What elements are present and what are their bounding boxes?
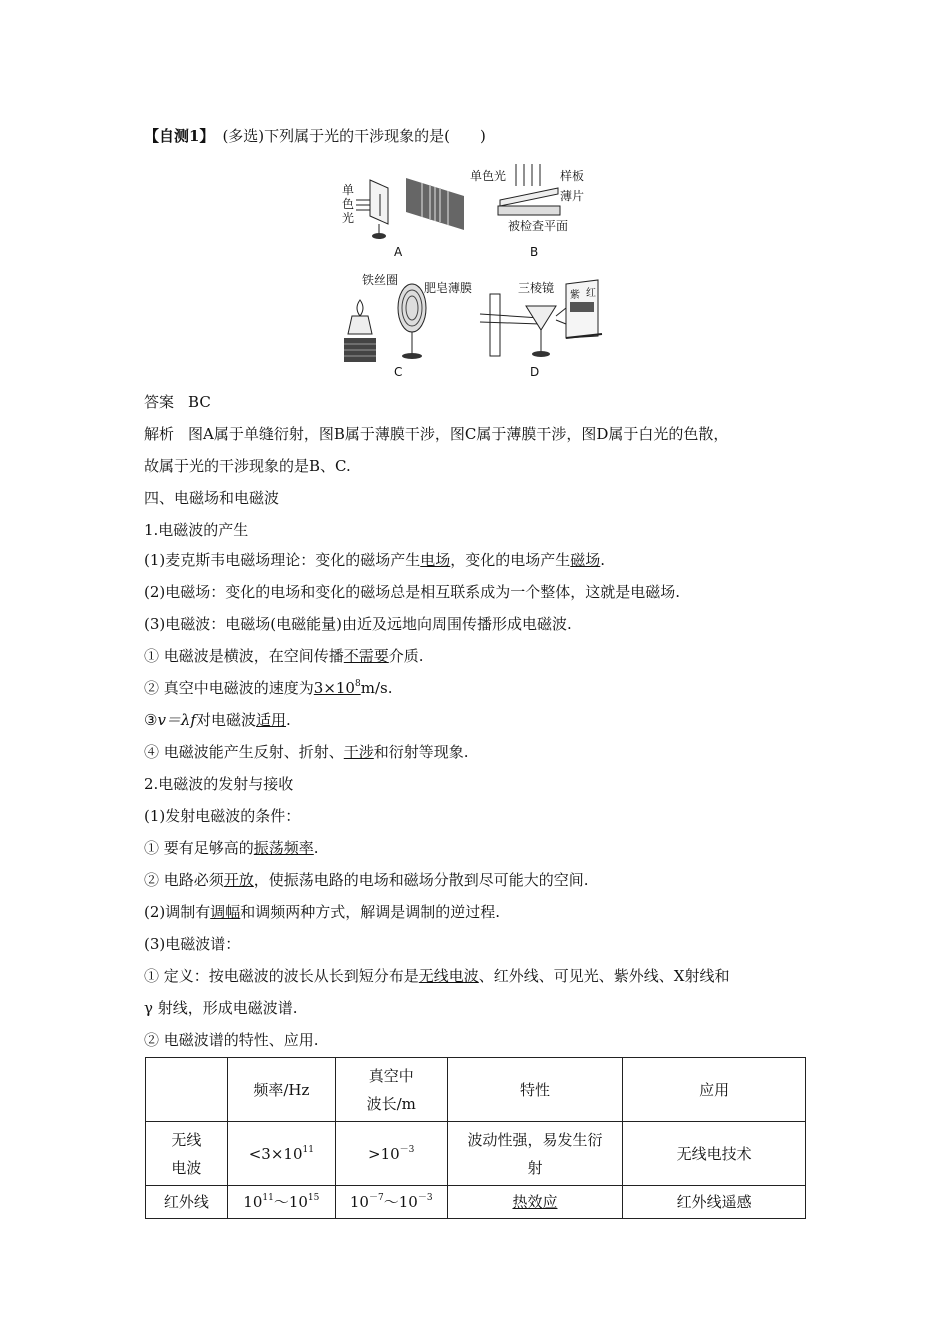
- row1-property: 波动性强，易发生衍 射: [447, 1122, 623, 1186]
- row1-application: 无线电技术: [623, 1122, 806, 1186]
- figure-c-soap-label: 肥皂薄膜: [424, 281, 473, 295]
- analysis-text-1: 图A属于单缝衍射，图B属于薄膜干涉，图C属于薄膜干涉，图D属于白光的色散，: [188, 425, 729, 443]
- figure-b-label: B: [530, 245, 539, 259]
- blank-open: 开放: [223, 871, 254, 889]
- formula-wave-speed: v＝λf: [157, 711, 196, 729]
- s2-p3: (3)电磁波谱：: [144, 935, 241, 953]
- figure-c-label: C: [394, 365, 403, 379]
- blank-heat-effect: 热效应: [512, 1193, 558, 1211]
- figure-b-plate-label: 样板: [560, 169, 585, 183]
- answer-label: 答案: [144, 393, 175, 411]
- table-header-row: [146, 1058, 806, 1122]
- header-application: 应用: [623, 1058, 806, 1122]
- row1-wavelength: $>10^{-3}$: [335, 1122, 447, 1186]
- spectrum-table: [145, 1057, 806, 1219]
- s1-c2: ② 真空中电磁波的速度为$3\times 10^8m/s$.: [144, 679, 393, 697]
- row2-frequency: $10^{11}\sim 10^{15}$: [227, 1186, 335, 1219]
- figure-c-soap-film: [344, 272, 472, 379]
- s1-title: 1.电磁波的产生: [144, 521, 249, 539]
- s1-c3: ③v＝λf对电磁波适用.: [144, 711, 291, 729]
- section4-title: 四、电磁场和电磁波: [144, 489, 280, 507]
- blank-electric-field: 电场: [420, 551, 451, 569]
- s2-p1: (1)发射电磁波的条件：: [144, 807, 301, 825]
- figure-d-prism: [480, 280, 602, 379]
- blank-oscillation-frequency: 振荡频率: [253, 839, 314, 857]
- question-stem: (多选)下列属于光的干涉现象的是( ): [222, 127, 486, 145]
- row2-property: [447, 1186, 623, 1219]
- s1-p3: (3)电磁波：电磁场(电磁能量)由近及远地向周围传播形成电磁波.: [144, 615, 572, 633]
- figure-a-label: A: [394, 245, 403, 259]
- s2-d2: ② 电磁波谱的特性、应用.: [144, 1031, 319, 1049]
- s2-d1: ① 定义：按电磁波的波长从长到短分布是无线电波、红外线、可见光、紫外线、X射线和: [144, 967, 730, 985]
- row2-application: 红外线遥感: [623, 1186, 806, 1219]
- header-empty: [146, 1058, 228, 1122]
- s2-c2: ② 电路必须开放，使振荡电路的电场和磁场分散到尽可能大的空间.: [144, 871, 589, 889]
- s2-c1: ① 要有足够高的振荡频率.: [144, 839, 319, 857]
- header-wavelength: 真空中 波长/m: [335, 1058, 447, 1122]
- row2-wavelength: $10^{-7}\sim 10^{-3}$: [335, 1186, 447, 1219]
- figure-b-surface-label: 被检查平面: [508, 219, 569, 233]
- answer-line: [144, 392, 211, 412]
- figure-b-film-label: 薄片: [560, 189, 585, 203]
- figure-a-side-char-2: 色: [342, 197, 355, 211]
- figure-d-red-label: 红: [586, 288, 596, 299]
- figure-a-side-char-3: 光: [342, 211, 355, 225]
- blank-applicable: 适用: [256, 711, 287, 729]
- s1-c4: ④ 电磁波能产生反射、折射、干涉和衍射等现象.: [144, 743, 469, 761]
- figure-d-violet-label: 紫: [570, 290, 580, 301]
- blank-interference: 干涉: [343, 743, 374, 761]
- blank-radio-waves: 无线电波: [418, 967, 479, 985]
- blank-no-medium: 不需要: [343, 647, 389, 665]
- s1-p2: (2)电磁场：变化的电场和变化的磁场总是相互联系成为一个整体，这就是电磁场.: [144, 583, 681, 601]
- figure-d-prism-label: 三棱镜: [518, 281, 555, 295]
- question-figure: [330, 158, 620, 383]
- table-row: [146, 1122, 806, 1186]
- blank-speed: $3\times 10^8$: [313, 679, 361, 697]
- figure-a-single-slit: [342, 178, 464, 259]
- blank-magnetic-field: 磁场: [570, 551, 601, 569]
- s2-d1-line2: γ 射线，形成电磁波谱.: [144, 999, 298, 1017]
- answer-value: BC: [188, 393, 211, 411]
- s2-p2: (2)调制有调幅和调频两种方式，解调是调制的逆过程.: [144, 903, 501, 921]
- question-line: [144, 126, 486, 146]
- figure-b-light-label: 单色光: [470, 169, 507, 183]
- analysis-line-2: 故属于光的干涉现象的是B、C.: [144, 457, 351, 475]
- analysis-line-1: [144, 424, 728, 444]
- row1-name: 无线 电波: [146, 1122, 228, 1186]
- header-frequency: 频率/Hz: [227, 1058, 335, 1122]
- row2-name: 红外线: [146, 1186, 228, 1219]
- table-row: [146, 1186, 806, 1219]
- figure-b-thin-film: [470, 164, 584, 259]
- figure-d-label: D: [530, 365, 540, 379]
- figure-a-side-char-1: 单: [342, 183, 355, 197]
- question-tag: 【自测1】: [144, 127, 215, 145]
- blank-amplitude-modulation: 调幅: [210, 903, 241, 921]
- row1-frequency: $<3\times 10^{11}$: [227, 1122, 335, 1186]
- analysis-label: 解析: [144, 425, 175, 443]
- figure-c-wire-label: 铁丝圈: [362, 273, 399, 287]
- s1-p1: (1)麦克斯韦电磁场理论：变化的磁场产生电场，变化的电场产生磁场.: [144, 551, 606, 569]
- header-property: 特性: [447, 1058, 623, 1122]
- s2-title: 2.电磁波的发射与接收: [144, 775, 294, 793]
- s1-c1: ① 电磁波是横波，在空间传播不需要介质.: [144, 647, 424, 665]
